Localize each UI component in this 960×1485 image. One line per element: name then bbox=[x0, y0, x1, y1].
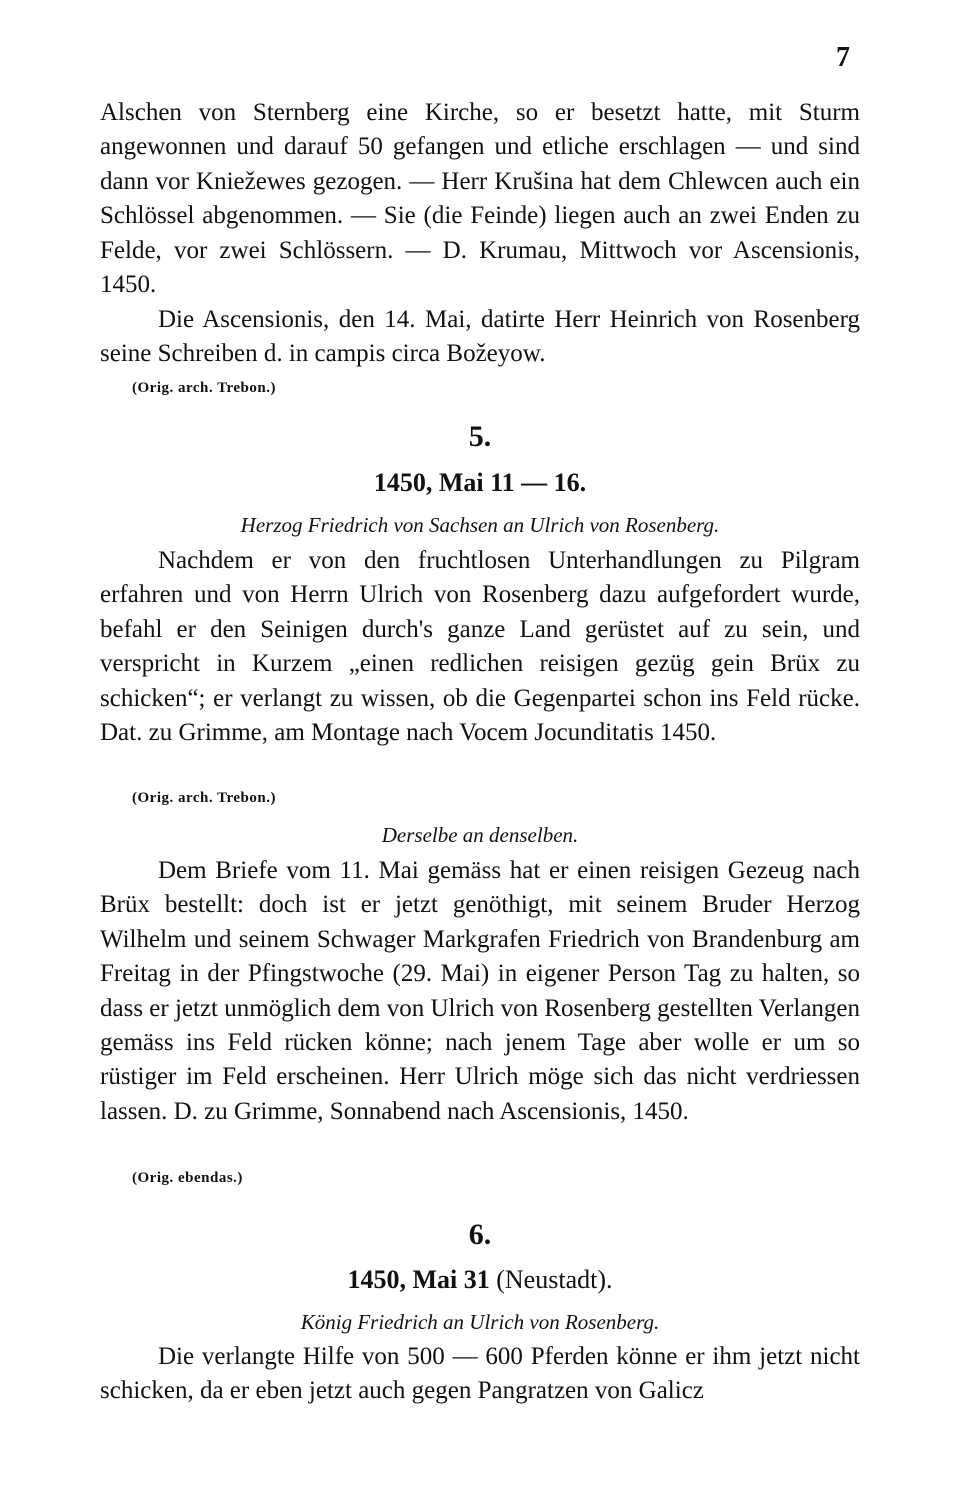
opening-paragraph: Alschen von Sternberg eine Kirche, so er besetzt hatte, mit Sturm angewonnen und darauf 50 gefangen und etliche erschlagen — und sind dann vor Kniežewes gezogen. — Herr Krušina hat dem Chlewcen auch ein Schlössel abgenommen. — Sie (die Feinde) liegen auch an zwei Enden zu Felde, vor zwei Schlössern. — D. Krumau, Mittwoch vor Ascensionis, 1450. bbox=[100, 99, 860, 299]
entry-5-date: 1450, Mai 11 — 16. bbox=[373, 468, 587, 497]
entry-6-paragraph: Die verlangte Hilfe von 500 — 600 Pferden könne er ihm jetzt nicht schicken, da er eben jetzt auch gegen Pangratzen von Galicz bbox=[100, 1343, 860, 1405]
entry-6-heading: König Friedrich an Ulrich von Rosenberg. bbox=[300, 1310, 660, 1334]
entry-5-number: 5. bbox=[468, 420, 492, 453]
entry-6-number: 6. bbox=[468, 1218, 492, 1251]
opening-note-block bbox=[100, 303, 860, 372]
entry-5-heading: Herzog Friedrich von Sachsen an Ulrich von Rosenberg. bbox=[240, 513, 720, 537]
entry-6-body bbox=[100, 1340, 860, 1409]
opening-source: (Orig. arch. Trebon.) bbox=[132, 380, 276, 396]
entry-5-sub-body bbox=[100, 854, 860, 1129]
entry-5-sub-heading: Derselbe an denselben. bbox=[381, 823, 579, 847]
entry-5-sub-source: (Orig. ebendas.) bbox=[132, 1170, 243, 1186]
entry-6-date-line bbox=[0, 1265, 960, 1295]
entry-5-paragraph: Nachdem er von den fruchtlosen Unterhandlungen zu Pilgram erfahren und von Herrn Ulrich von Rosenberg dazu aufgefordert wurde, befahl er den Seinigen durch's ganze Land gerüstet auf zu sein, und verspricht in Kurzem „einen redlichen reisigen gezüg gein Brüx zu schicken“; er verlangt zu wissen, ob die Gegenpartei schon ins Feld rücke. Dat. zu Grimme, am Montage nach Vocem Jocunditatis 1450. bbox=[100, 547, 860, 747]
page-number: 7 bbox=[836, 42, 850, 73]
entry-6-place: (Neustadt). bbox=[496, 1265, 613, 1294]
opening-block bbox=[100, 96, 860, 302]
entry-5-source: (Orig. arch. Trebon.) bbox=[132, 790, 276, 806]
opening-note: Die Ascensionis, den 14. Mai, datirte Herr Heinrich von Rosenberg seine Schreiben d. in campis circa Božeyow. bbox=[100, 306, 860, 368]
entry-5-sub-paragraph: Dem Briefe vom 11. Mai gemäss hat er einen reisigen Gezeug nach Brüx bestellt: doch ist er jetzt genöthigt, mit seinem Bruder Herzog Wilhelm und seinem Schwager Markgrafen Friedrich von Brandenburg am Freitag in der Pfingstwoche (29. Mai) in eigener Person Tag zu halten, so dass er jetzt unmöglich dem von Ulrich von Rosenberg gestellten Verlangen gemäss ins Feld rücken könne; nach jenem Tage aber wolle er um so rüstiger im Feld erscheinen. Herr Ulrich möge sich das nicht verdriessen lassen. D. zu Grimme, Sonnabend nach Ascensionis, 1450. bbox=[100, 857, 861, 1125]
entry-6-date: 1450, Mai 31 bbox=[347, 1265, 490, 1294]
entry-5-body bbox=[100, 544, 860, 750]
